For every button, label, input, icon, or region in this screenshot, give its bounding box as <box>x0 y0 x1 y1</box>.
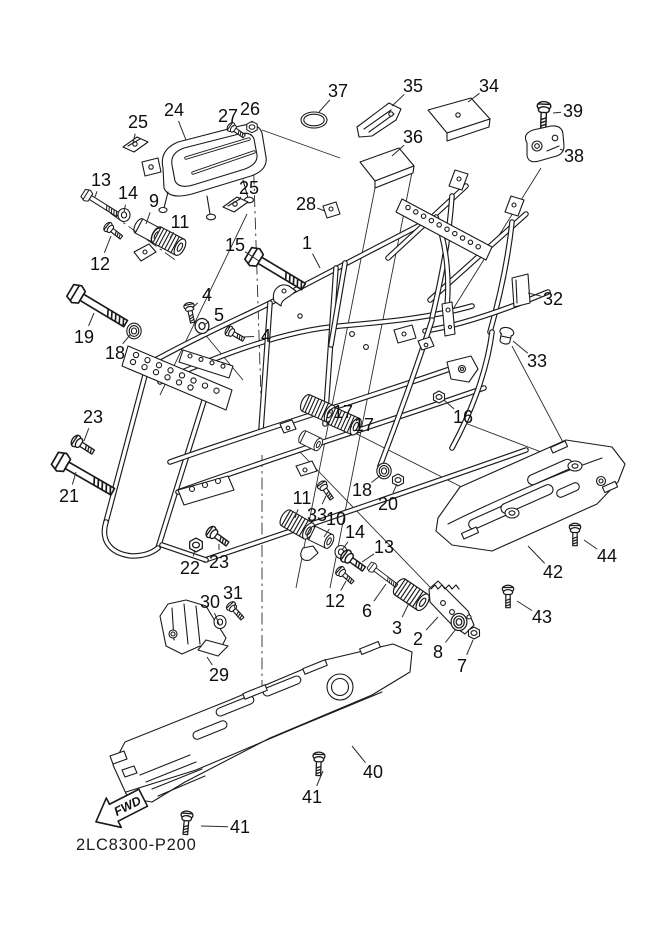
fwd-label: FWD <box>111 793 144 819</box>
callout-label-5: 5 <box>213 305 225 325</box>
callout-label-16: 16 <box>452 407 474 427</box>
callout-label-10: 10 <box>325 509 347 529</box>
callout-label-39: 39 <box>562 101 584 121</box>
callout-leader-41 <box>201 826 228 827</box>
callout-label-18: 18 <box>351 480 373 500</box>
bracket-under-spacer <box>134 244 156 261</box>
callout-label-14: 14 <box>117 183 139 203</box>
callout-leader-23 <box>84 428 89 441</box>
callout-leader-2 <box>426 617 438 630</box>
callout-label-17: 17 <box>353 415 375 435</box>
drawing-code: 2LC8300-P200 <box>76 836 197 854</box>
callout-label-29: 29 <box>208 665 230 685</box>
callout-leader-31 <box>234 605 235 610</box>
part-33-plug-right <box>497 326 514 345</box>
callout-label-25: 25 <box>127 112 149 132</box>
callout-label-41: 41 <box>229 817 251 837</box>
callout-leader-13 <box>95 191 97 197</box>
part-24-carrier-rack <box>142 125 266 220</box>
callout-label-33: 33 <box>526 351 548 371</box>
part-16-nut <box>434 391 445 403</box>
callout-leader-20 <box>393 484 397 493</box>
part-44-bolt <box>569 523 580 545</box>
callout-label-23: 23 <box>208 552 230 572</box>
callout-label-24: 24 <box>163 100 185 120</box>
callout-label-40: 40 <box>362 762 384 782</box>
callout-label-12: 12 <box>89 254 111 274</box>
callout-label-35: 35 <box>402 76 424 96</box>
callout-label-33: 33 <box>306 505 328 525</box>
frame-brackets <box>273 170 524 476</box>
callout-leader-12 <box>104 236 111 253</box>
part-23-bolt-left <box>69 434 96 458</box>
callout-label-32: 32 <box>542 289 564 309</box>
callout-label-43: 43 <box>531 607 553 627</box>
callout-label-19: 19 <box>73 327 95 347</box>
callout-label-11: 11 <box>292 488 312 508</box>
callout-label-31: 31 <box>222 583 244 603</box>
callout-label-36: 36 <box>402 127 424 147</box>
callout-leader-4 <box>243 337 254 338</box>
part-7-nut <box>469 627 480 639</box>
part-38-bracket <box>525 126 564 162</box>
part-20-nut <box>393 474 404 486</box>
part-15-bolt <box>243 245 308 295</box>
part-34-damper-pad <box>428 98 490 141</box>
part-41-bolt-left <box>179 811 193 835</box>
part-12-bolt-upper <box>102 221 124 242</box>
callout-label-20: 20 <box>377 494 399 514</box>
callout-label-1: 1 <box>301 233 313 253</box>
callout-leader-7 <box>467 640 473 655</box>
callout-leader-18 <box>371 475 381 483</box>
callout-label-4: 4 <box>201 285 213 305</box>
callout-leader-39 <box>553 112 561 113</box>
callout-leader-1 <box>313 254 321 268</box>
callout-label-6: 6 <box>361 601 373 621</box>
callout-label-14: 14 <box>344 522 366 542</box>
callout-leader-35 <box>392 94 404 106</box>
part-31-bolt <box>225 600 246 622</box>
callout-leader-43 <box>517 601 532 611</box>
callout-label-27: 27 <box>217 106 239 126</box>
part-25-clip-left <box>123 137 148 152</box>
callout-label-30: 30 <box>199 592 221 612</box>
part-39-bolt <box>536 101 550 128</box>
part-36-damper-pad <box>360 148 414 188</box>
callout-leader-13 <box>362 554 374 562</box>
part-42-footboard-right <box>436 440 625 551</box>
part-23-bolt-center <box>204 525 231 549</box>
callout-label-42: 42 <box>542 562 564 582</box>
callout-label-3: 3 <box>391 618 403 638</box>
callout-label-13: 13 <box>373 537 395 557</box>
part-19-bolt <box>65 282 130 332</box>
callout-label-2: 2 <box>412 629 424 649</box>
callout-label-9: 9 <box>148 191 160 211</box>
callout-label-37: 37 <box>327 81 349 101</box>
callout-label-17: 17 <box>332 402 354 422</box>
part-37-o-ring <box>301 112 327 128</box>
part-8-bushing <box>451 613 467 630</box>
callout-leader-12 <box>341 581 346 591</box>
callout-label-11: 11 <box>170 212 190 232</box>
callout-label-23: 23 <box>82 407 104 427</box>
callout-leader-19 <box>89 313 94 326</box>
callout-label-38: 38 <box>563 146 585 166</box>
callout-leader-44 <box>584 540 597 549</box>
callout-leader-8 <box>445 629 456 643</box>
callout-label-41: 41 <box>301 787 323 807</box>
part-26-nut <box>247 121 257 132</box>
part-35-bracket <box>357 103 401 137</box>
callout-leader-33 <box>322 496 326 504</box>
callout-leader-40 <box>352 746 366 763</box>
callout-label-21: 21 <box>58 486 80 506</box>
part-3-collar <box>391 577 432 613</box>
callout-label-4: 4 <box>260 326 272 346</box>
callout-label-12: 12 <box>324 591 346 611</box>
part-33-bolt-lower <box>316 479 336 502</box>
callout-leader-29 <box>207 657 212 665</box>
callout-label-18: 18 <box>104 343 126 363</box>
part-41-bolt-right <box>312 752 325 776</box>
callout-label-15: 15 <box>224 235 246 255</box>
callout-label-13: 13 <box>90 170 112 190</box>
callout-label-22: 22 <box>179 558 201 578</box>
part-5-washer <box>195 319 209 334</box>
callout-label-34: 34 <box>478 76 500 96</box>
callout-label-7: 7 <box>456 656 468 676</box>
callout-leader-6 <box>374 584 386 601</box>
part-4-bolt-b <box>223 325 246 344</box>
callout-label-44: 44 <box>596 546 618 566</box>
callout-leader-24 <box>179 121 187 140</box>
part-22-nut <box>190 538 203 552</box>
callout-label-8: 8 <box>432 642 444 662</box>
callout-label-28: 28 <box>295 194 317 214</box>
callout-label-26: 26 <box>239 99 261 119</box>
part-32-plate <box>512 274 530 307</box>
part-13-bolt-upper <box>80 188 121 220</box>
callout-leader-3 <box>402 603 409 617</box>
callout-leader-42 <box>528 546 545 563</box>
part-43-bolt <box>502 585 513 607</box>
callout-leader-37 <box>319 100 330 112</box>
callout-label-25: 25 <box>238 178 260 198</box>
